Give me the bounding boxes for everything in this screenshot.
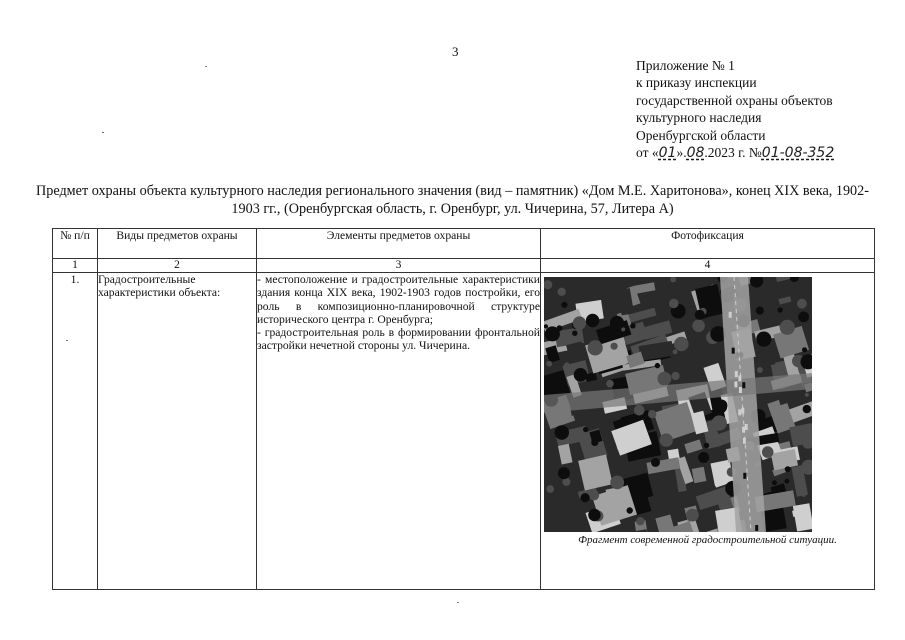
tree-canopy	[546, 485, 554, 493]
tree-canopy	[695, 310, 705, 320]
document-title: Предмет охраны объекта культурного наследия регионального значения (вид – памятник) «Дом М.Е. Харитонова», конец XIX века, 1902-1903 гг., (Оренбургская область, г. Оренбург, ул. Чичерина, 57, Литера А)	[36, 183, 869, 217]
row-number: 1.	[53, 273, 98, 590]
tree-canopy	[583, 427, 588, 432]
row-elements	[257, 273, 541, 590]
tree-canopy	[610, 316, 624, 330]
aerial-photo	[544, 277, 812, 532]
tree-canopy	[655, 363, 660, 368]
scan-speck	[205, 66, 207, 67]
tree-canopy	[636, 517, 644, 525]
tree-canopy	[797, 299, 807, 309]
protection-subject-table	[52, 228, 875, 590]
date-day: 01	[658, 145, 677, 162]
car	[743, 473, 746, 479]
tree-canopy	[611, 343, 618, 350]
tree-canopy	[610, 476, 624, 490]
tree-canopy	[777, 307, 782, 312]
tree-canopy	[588, 509, 600, 521]
tree-canopy	[780, 320, 795, 335]
date-separator: ».	[676, 145, 687, 161]
tree-canopy	[785, 466, 791, 472]
car	[742, 427, 745, 433]
tree-canopy	[586, 314, 599, 327]
photo-caption: Фрагмент современной градостроительной ситуации.	[578, 534, 837, 546]
column-number: 4	[541, 259, 875, 273]
tree-canopy	[660, 433, 673, 446]
appendix-line: Приложение № 1	[636, 58, 735, 73]
table-header-row	[53, 229, 875, 259]
element-item: - местоположение и градостроительные характеристики здания конца XIX века, 1902-1903 годов постройки, его роль в композиционно-планировочной структуре исторического центра г. Оренбурга;	[257, 273, 540, 326]
tree-canopy	[673, 350, 678, 355]
tree-canopy	[561, 302, 567, 308]
car	[738, 409, 741, 415]
tree-canopy	[589, 490, 599, 500]
tree-canopy	[630, 323, 635, 328]
column-number-row	[53, 259, 875, 273]
tree-canopy	[671, 372, 679, 380]
tree-canopy	[651, 458, 660, 467]
tree-canopy	[581, 493, 590, 502]
tree-canopy	[591, 439, 598, 446]
tree-canopy	[658, 372, 672, 386]
appendix-line: к приказу инспекции	[636, 75, 757, 91]
tree-canopy	[712, 415, 727, 430]
car	[742, 382, 745, 388]
car	[741, 408, 744, 414]
car	[743, 438, 746, 444]
car	[739, 387, 742, 393]
tree-canopy	[798, 312, 809, 323]
header-elements: Элементы предметов охраны	[257, 229, 541, 259]
date-month: 08	[686, 145, 705, 162]
car	[734, 381, 737, 387]
car	[738, 375, 741, 381]
scan-speck	[66, 340, 68, 341]
tree-canopy	[802, 347, 807, 352]
scan-speck	[102, 132, 104, 133]
tree-canopy	[545, 326, 560, 341]
element-item: - градостроительная роль в формировании фронтальной застройки нечетной стороны ул. Чичерина.	[257, 326, 540, 353]
tree-canopy	[588, 340, 603, 355]
tree-canopy	[555, 425, 569, 439]
tree-canopy	[805, 393, 809, 397]
tree-canopy	[692, 320, 705, 333]
tree-canopy	[762, 446, 774, 458]
header-kinds: Виды предметов охраны	[98, 229, 257, 259]
tree-canopy	[558, 467, 570, 479]
appendix-line: Оренбургской области	[636, 127, 766, 143]
column-number: 3	[257, 259, 541, 273]
tree-canopy	[772, 480, 777, 485]
tree-canopy	[564, 362, 570, 368]
tree-canopy	[572, 331, 577, 336]
tree-canopy	[756, 332, 771, 347]
tree-canopy	[728, 483, 733, 488]
tree-canopy	[704, 443, 709, 448]
table-row	[53, 273, 875, 590]
tree-canopy	[698, 452, 709, 463]
tree-canopy	[716, 400, 727, 411]
row-kind: Градостроительные характеристики объекта:	[98, 273, 257, 590]
tree-canopy	[756, 307, 764, 315]
tree-canopy	[648, 410, 656, 418]
column-number: 1	[53, 259, 98, 273]
order-date-line	[636, 144, 834, 162]
car	[745, 424, 748, 430]
page-number: 3	[452, 44, 459, 59]
order-number: 01-08-352	[761, 145, 835, 162]
tree-canopy	[573, 316, 586, 329]
tree-canopy	[606, 380, 614, 388]
tree-canopy	[558, 288, 566, 296]
car	[735, 371, 738, 377]
appendix-line: государственной охраны объектов	[636, 92, 833, 108]
tree-canopy	[634, 405, 645, 416]
car	[729, 312, 732, 318]
car	[755, 525, 758, 531]
car	[732, 348, 735, 354]
tree-canopy	[669, 299, 679, 309]
date-prefix: от «	[636, 145, 659, 161]
tree-canopy	[802, 493, 806, 497]
date-year: .2023 г. №	[704, 145, 762, 161]
header-no: № п/п	[53, 229, 98, 259]
appendix-block	[636, 57, 834, 162]
tree-canopy	[627, 507, 633, 513]
tree-canopy	[785, 479, 790, 484]
tree-canopy	[546, 361, 552, 367]
header-photo: Фотофиксация	[541, 229, 875, 259]
column-number: 2	[98, 259, 257, 273]
photo-cell	[541, 273, 875, 590]
tree-canopy	[574, 368, 588, 382]
tree-canopy	[803, 405, 811, 413]
appendix-line: культурного наследия	[636, 110, 762, 126]
tree-canopy	[674, 337, 689, 352]
tree-canopy	[757, 367, 763, 373]
scan-speck	[457, 602, 459, 603]
tree-canopy	[686, 509, 699, 522]
